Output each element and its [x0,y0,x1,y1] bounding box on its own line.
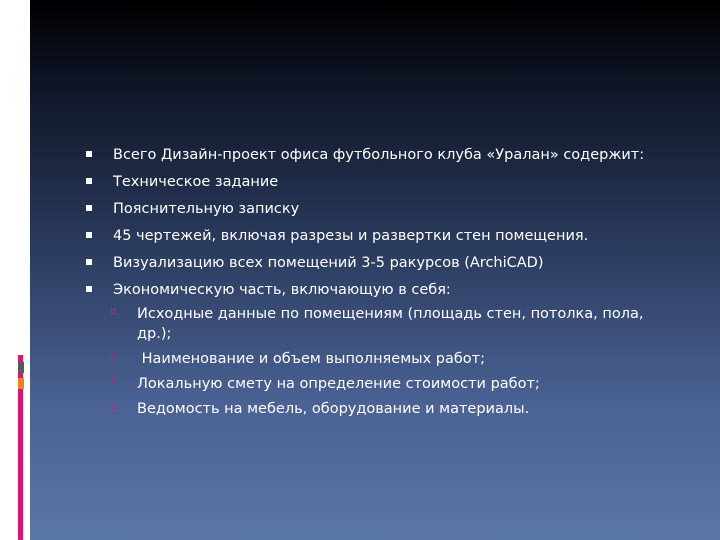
bullet-list [86,145,676,419]
list-item [86,226,676,247]
left-decoration-panel [0,0,30,540]
slide-content [86,145,676,425]
sub-list-item [109,304,676,344]
list-item-text: Техническое задание [113,174,279,190]
sub-list-item-text: Исходные данные по помещениям (площадь стен, потолка, пола, др.); [137,306,644,342]
orange-square [18,378,24,389]
sub-list-item [109,399,676,419]
sub-list-item [109,349,676,369]
hollow-square-bullet-icon [111,354,116,359]
list-item [86,253,676,274]
list-item-text: 45 чертежей, включая разрезы и развертки стен помещения. [113,228,589,244]
list-item [86,145,676,166]
list-item [86,172,676,193]
square-bullet-icon [86,286,92,292]
hollow-square-bullet-icon [111,379,116,384]
barcode-bar [23,50,25,85]
square-bullet-icon [86,205,92,211]
hollow-square-bullet-icon [111,404,116,409]
list-item [86,280,676,419]
list-item-text: Экономическую часть, включающую в себя: [113,282,451,298]
square-bullet-icon [86,178,92,184]
square-bullet-icon [86,259,92,265]
sub-list-item [109,374,676,394]
gray-square [18,362,24,373]
list-item-text: Всего Дизайн-проект офиса футбольного клуба «Уралан» содержит: [113,147,645,163]
square-bullet-icon [86,232,92,238]
square-bullet-icon [86,151,92,157]
sub-list-item-text: Ведомость на мебель, оборудование и материалы. [137,401,530,417]
sub-bullet-list [109,304,676,419]
sub-list-item-text: Наименование и объем выполняемых работ; [137,351,486,367]
list-item-text: Пояснительную записку [113,201,300,217]
hollow-square-bullet-icon [111,309,116,314]
barcode-bar [17,50,21,85]
list-item-text: Визуализацию всех помещений 3-5 ракурсов (ArchiCAD) [113,255,544,271]
sub-list-item-text: Локальную смету на определение стоимости работ; [137,376,540,392]
list-item [86,199,676,220]
